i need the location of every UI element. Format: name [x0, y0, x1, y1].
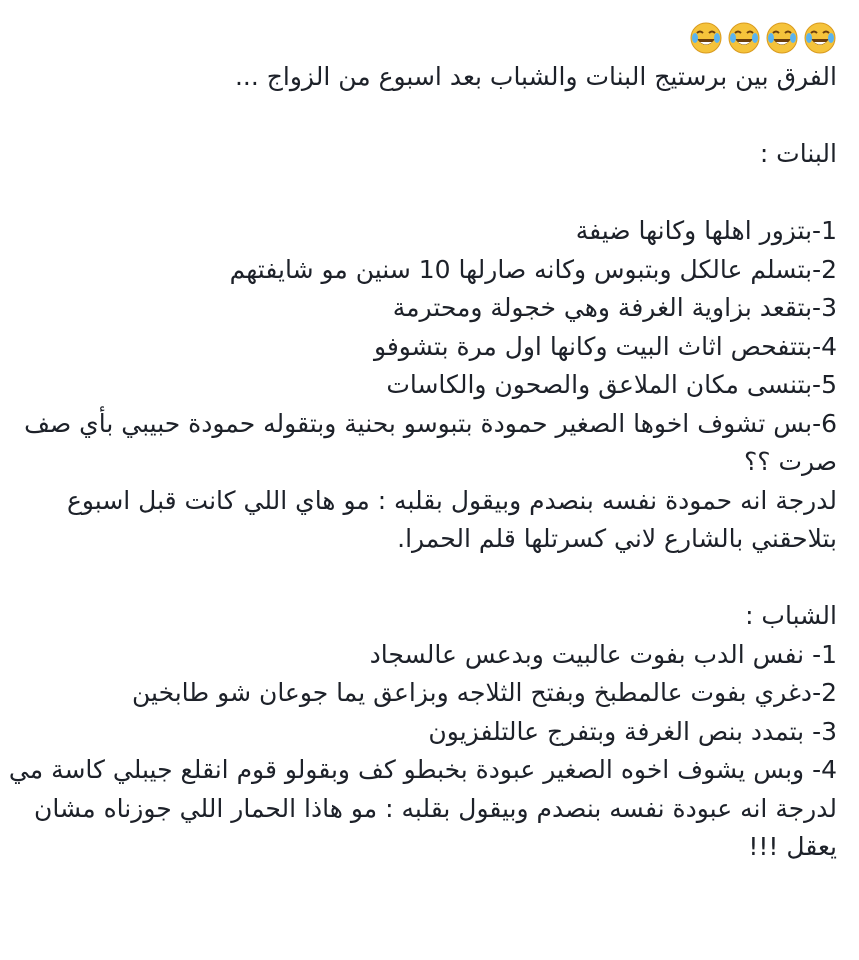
- girls-heading: البنات :: [759, 139, 837, 168]
- post-body: [7, 18, 837, 867]
- boys-item-1: 1- نفس الدب بفوت عالبيت وبدعس عالسجاد: [369, 639, 837, 669]
- boys-item-2: 2-دغري بفوت عالمطبخ وبفتح الثلاجه وبزاعق يما جوعان شو طابخين: [132, 678, 837, 707]
- girls-item-2: 2-بتسلم عالكل وبتبوس وكانه صارلها 10 سنين مو شايفتهم: [229, 254, 837, 284]
- girls-item-4: 4-بتتفحص اثاث البيت وكانها اول مرة بتشوفو: [373, 331, 837, 361]
- girls-item-1: 1-بتزور اهلها وكانها ضيفة: [575, 216, 837, 245]
- spacer: [7, 174, 837, 213]
- boys-item-3: 3- بتمدد بنص الغرفة وبتفرج عالتلفزيون: [428, 716, 837, 746]
- girls-item-6: 6-بس تشوف اخوها الصغير حمودة بتبوسو بحنية وبتقوله حمودة حبيبي بأي صف صرت ؟؟: [24, 408, 837, 476]
- post-title: الفرق بين برستيج البنات والشباب بعد اسبوع من الزواج ...: [234, 62, 837, 91]
- spacer: [7, 97, 837, 136]
- girls-item-5: 5-بتنسى مكان الملاعق والصحون والكاسات: [386, 370, 837, 399]
- girls-conclusion: لدرجة انه حمودة نفسه بنصدم وبيقول بقلبه : مو هاي اللي كانت قبل اسبوع بتلاحقني بالشارع لاني كسرتلها قلم الحمرا.: [66, 485, 837, 553]
- emoji-row: [7, 18, 837, 58]
- laughing-tears-emoji-icon: [765, 21, 799, 55]
- spacer: [7, 559, 837, 598]
- laughing-tears-emoji-icon: [727, 21, 761, 55]
- boys-heading: الشباب :: [745, 601, 837, 630]
- girls-item-3: 3-بتقعد بزاوية الغرفة وهي خجولة ومحترمة: [392, 293, 837, 322]
- boys-conclusion: لدرجة انه عبودة نفسه بنصدم وبيقول بقلبه : مو هاذا الحمار اللي جوزناه مشان يعقل !!!: [33, 793, 837, 861]
- boys-item-4: 4- وبس يشوف اخوه الصغير عبودة بخبطو كف وبقولو قوم انقلع جيبلي كاسة مي: [8, 755, 837, 784]
- laughing-tears-emoji-icon: [689, 21, 723, 55]
- laughing-tears-emoji-icon: [803, 21, 837, 55]
